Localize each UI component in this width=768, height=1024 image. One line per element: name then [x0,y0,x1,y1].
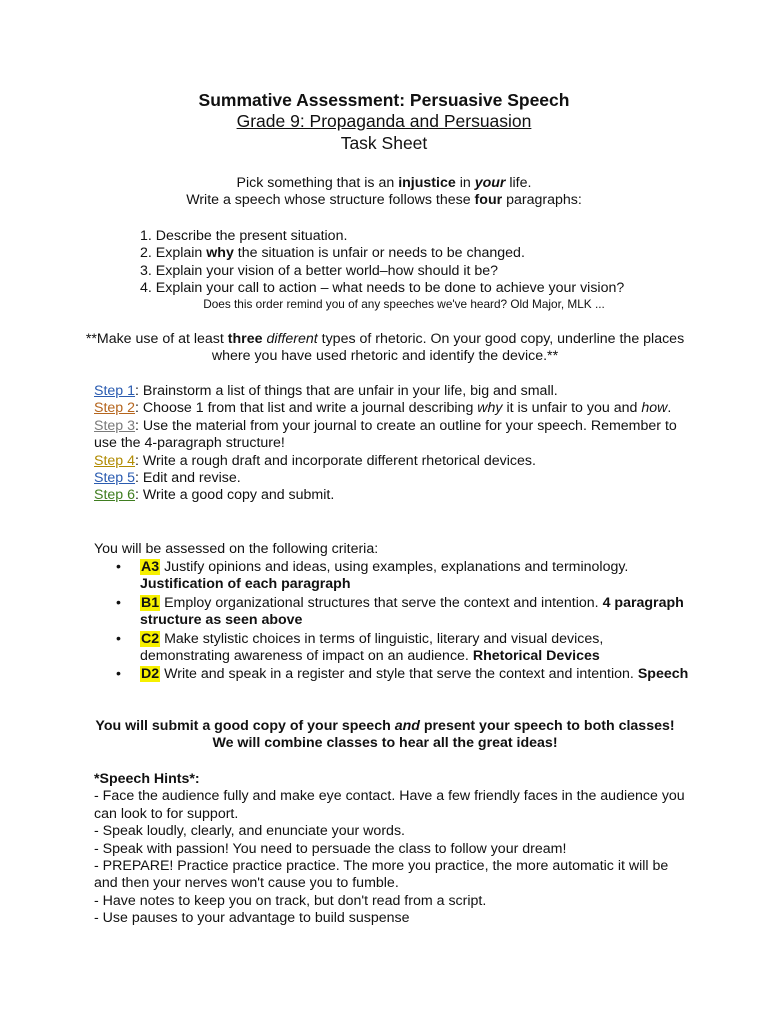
hint-item: - Use pauses to your advantage to build suspense [94,910,410,927]
step-item: Step 4: Write a rough draft and incorporate different rhetorical devices. [94,452,536,469]
step-item: Step 2: Choose 1 from that list and write a journal describing why it is unfair to you and how. [94,400,672,417]
hint-item: - PREPARE! Practice practice practice. The more you practice, the more automatic it will be and then your nerves won't cause you to fumble. [94,858,669,892]
criteria-list [114,559,694,685]
criteria-heading: You will be assessed on the following criteria: [94,541,379,557]
list-item: 3. Explain your vision of a better world–how should it be? [140,262,499,279]
page-subtitle: Grade 9: Propaganda and Persuasion [236,111,532,131]
list-item: 1. Describe the present situation. [140,228,348,244]
list-item: 2. Explain why the situation is unfair or needs to be changed. [140,245,525,262]
hint-item: - Face the audience fully and make eye contact. Have a few friendly faces in the audience you can look to for support. [94,788,685,822]
page-title: Summative Assessment: Persuasive Speech [198,90,570,110]
hint-item: - Have notes to keep you on track, but don't read from a script. [94,892,487,909]
criteria-item: • B1 Employ organizational structures that serve the context and intention. 4 paragraph structure as seen above [116,594,684,629]
task-sheet-label: Task Sheet [340,133,428,153]
intro-line-2: Write a speech whose structure follows these four paragraphs: [186,192,582,209]
bullet-icon: • [116,594,121,611]
step-2-link[interactable]: Step 2 [94,400,136,417]
step-5-link[interactable]: Step 5 [94,470,136,487]
step-6-link[interactable]: Step 6 [94,487,136,504]
criterion-code: A3 [141,559,160,575]
steps-list [94,383,694,505]
step-item: Step 5: Edit and revise. [94,470,241,487]
bullet-icon: • [116,559,121,575]
order-note: Does this order remind you of any speeches we've heard? Old Major, MLK ... [203,297,605,311]
step-item: Step 1: Brainstorm a list of things that are unfair in your life, big and small. [94,383,558,399]
criteria-item: • D2 Write and speak in a register and style that serve the context and intention. Speech [116,666,689,683]
list-item: 4. Explain your call to action – what needs to be done to achieve your vision? [140,280,625,297]
criteria-item: • A3 Justify opinions and ideas, using examples, explanations and terminology. Justification of each paragraph [116,559,629,593]
submission-note: You will submit a good copy of your speech and present your speech to both classes! We will combine classes to hear all the great ideas! [95,718,675,752]
step-item: Step 3: Use the material from your journal to create an outline for your speech. Remember to use the 4-paragraph structure! [94,417,677,452]
hint-item: - Speak loudly, clearly, and enunciate your words. [94,823,405,840]
criterion-code: D2 [141,666,160,683]
speech-hints [94,771,694,928]
criteria-item: • C2 Make stylistic choices in terms of linguistic, literary and visual devices, demonstrating awareness of impact on an audience. Rhetorical Devices [116,630,604,665]
step-4-link[interactable]: Step 4 [94,452,136,469]
step-item: Step 6: Write a good copy and submit. [94,487,335,504]
step-1-link[interactable]: Step 1 [94,383,136,399]
bullet-icon: • [116,630,121,647]
criterion-code: B1 [141,594,160,611]
criterion-code: C2 [141,630,160,647]
hints-heading: *Speech Hints*: [94,771,200,787]
hint-item: - Speak with passion! You need to persuade the class to follow your dream! [94,840,567,857]
rhetoric-instruction: **Make use of at least three different types of rhetoric. On your good copy, underline the places where you have used rhetoric and identify the device.** [85,331,685,365]
step-3-link[interactable]: Step 3 [94,417,136,434]
paragraph-list [140,228,624,298]
bullet-icon: • [116,666,121,683]
intro-text [0,175,768,210]
intro-line-1: Pick something that is an injustice in your life. [236,175,532,191]
